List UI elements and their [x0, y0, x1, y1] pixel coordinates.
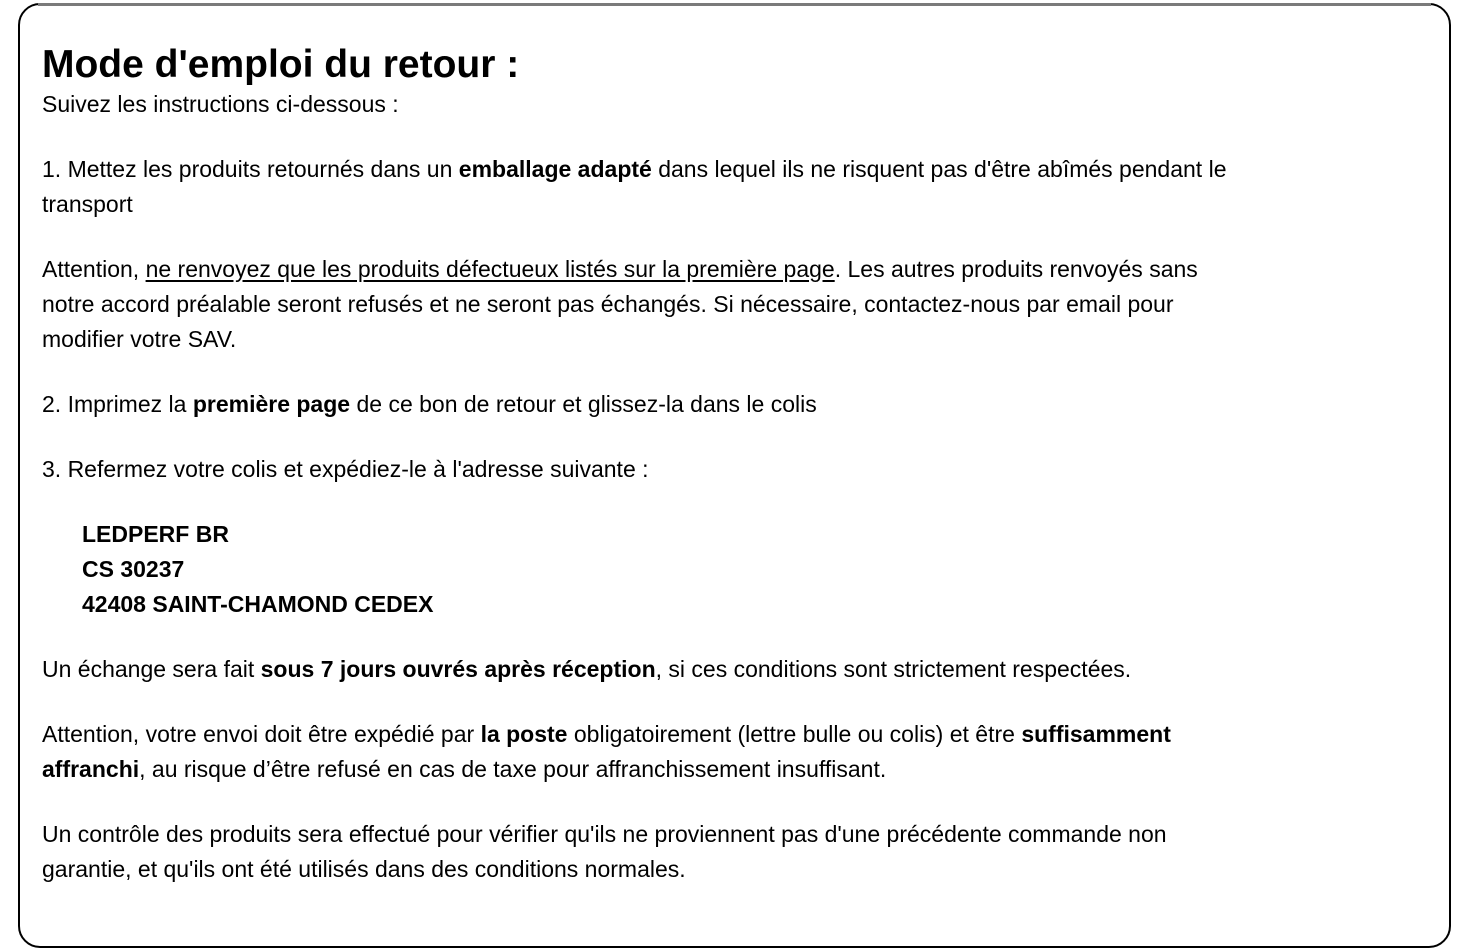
- body-text: , au risque d’être refusé en cas de taxe pour affranchissement insuffisant.: [139, 756, 887, 782]
- exchange-delay: [42, 652, 1419, 687]
- body-text: de ce bon de retour et glissez-la dans le colis: [350, 391, 817, 417]
- body-text: Un échange sera fait: [42, 656, 261, 682]
- products-check: [42, 817, 1419, 887]
- emphasis-text: 42408 SAINT-CHAMOND CEDEX: [82, 591, 434, 617]
- emphasis-text: la poste: [480, 721, 568, 747]
- emphasis-text: LEDPERF BR: [82, 521, 229, 547]
- emphasis-text: affranchi: [42, 756, 140, 782]
- body-text: . Les autres produits renvoyés sans: [834, 256, 1198, 282]
- body-text: dans lequel ils ne risquent pas d'être abîmés pendant le: [651, 156, 1227, 182]
- emphasis-text: suffisamment: [1021, 721, 1171, 747]
- page-title: Mode d'emploi du retour :: [42, 43, 520, 86]
- body-text: 2. Imprimez la: [42, 391, 193, 417]
- step-1: [42, 152, 1419, 222]
- emphasis-text: emballage adapté: [458, 156, 652, 182]
- emphasis-text: sous 7 jours ouvrés après réception: [260, 656, 656, 682]
- body-text: , si ces conditions sont strictement respectées.: [655, 656, 1132, 682]
- emphasis-text: CS 30237: [82, 556, 185, 582]
- body-text: transport: [42, 191, 133, 217]
- underlined-text: ne renvoyez que les produits défectueux listés sur la première page: [145, 256, 835, 282]
- body-text: garantie, et qu'ils ont été utilisés dans des conditions normales.: [42, 856, 686, 882]
- body-text: Un contrôle des produits sera effectué pour vérifier qu'ils ne proviennent pas d'une précédente commande non: [42, 821, 1167, 847]
- body-text: 3. Refermez votre colis et expédiez-le à l'adresse suivante :: [42, 456, 649, 482]
- top-gray-rule: [38, 3, 1431, 6]
- body-text: Attention,: [42, 256, 146, 282]
- return-instructions-document: [20, 5, 1449, 887]
- step-3: [42, 452, 1419, 487]
- body-text: Attention, votre envoi doit être expédié par: [42, 721, 481, 747]
- body-text: 1. Mettez les produits retournés dans un: [42, 156, 459, 182]
- instructions-body: [42, 152, 1419, 887]
- document-border-frame: [18, 3, 1451, 948]
- step-2: [42, 387, 1419, 422]
- intro-text: Suivez les instructions ci-dessous :: [42, 91, 399, 117]
- warning-defective-only: [42, 252, 1419, 357]
- emphasis-text: première page: [192, 391, 351, 417]
- body-text: notre accord préalable seront refusés et ne seront pas échangés. Si nécessaire, contactez-nous par email pour: [42, 291, 1174, 317]
- body-text: obligatoirement (lettre bulle ou colis) et être: [567, 721, 1022, 747]
- warning-postage: [42, 717, 1419, 787]
- return-address: [82, 517, 1419, 622]
- body-text: modifier votre SAV.: [42, 326, 237, 352]
